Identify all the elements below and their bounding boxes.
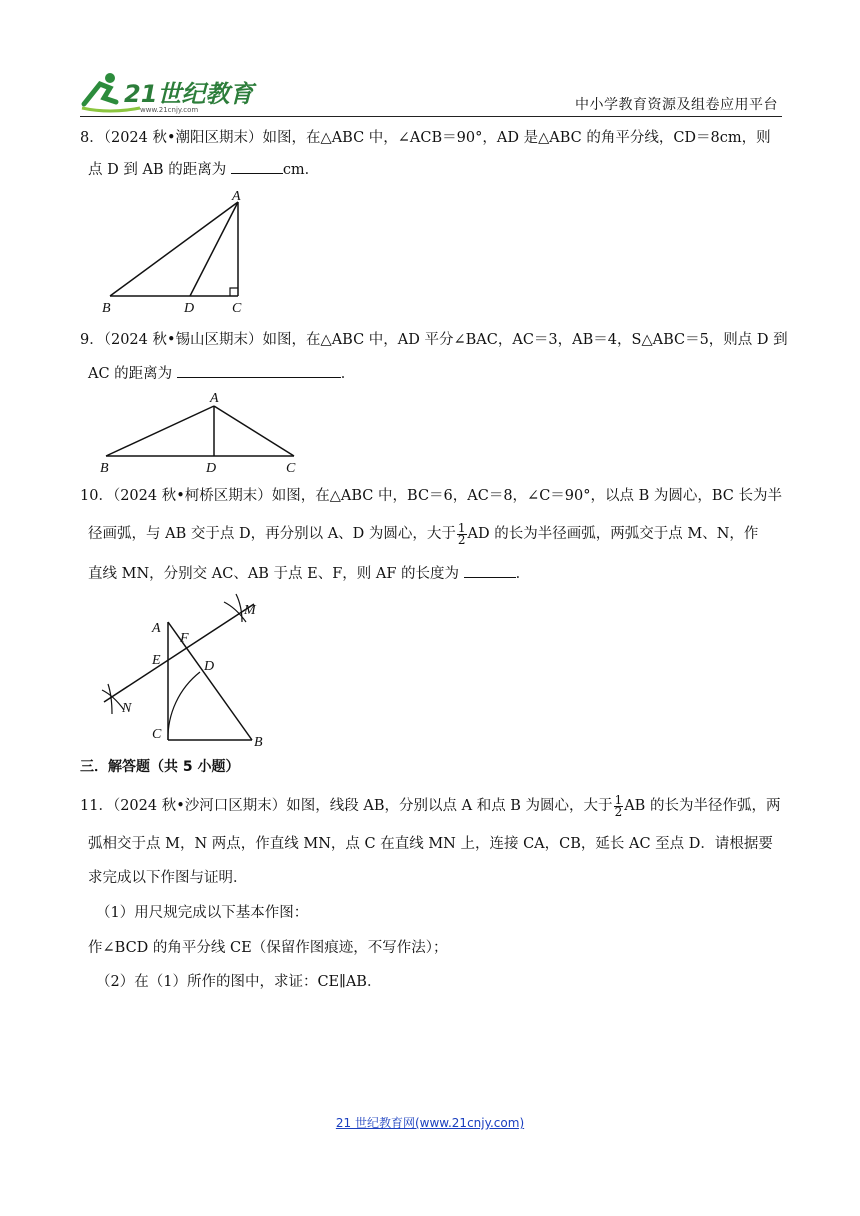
q10-line2-post: AD 的长为半径画弧，两弧交于点 M、N，作 xyxy=(467,526,759,542)
logo-text: 21世纪教育 xyxy=(124,80,254,108)
q8-line2-pre: 点 D 到 AB 的距离为 xyxy=(88,162,231,178)
q10-label-d: D xyxy=(204,659,215,674)
q10-fraction: $\frac{1}{2}$ xyxy=(457,520,466,547)
q10-arc-mark-n1 xyxy=(102,690,124,710)
platform-name: 中小学教育资源及组卷应用平台 xyxy=(575,97,778,113)
q8-line1: 8．（2024 秋•潮阳区期末）如图，在△ABC 中，∠ACB＝90°，AD 是△ABC 的角平分线，CD＝8cm，则 xyxy=(80,130,771,146)
q11-line3: 求完成以下作图与证明． xyxy=(88,870,248,886)
q11-part1b: 作∠BCD 的角平分线 CE（保留作图痕迹，不写作法）； xyxy=(88,940,448,956)
q10-arc-mark-m2 xyxy=(236,594,242,622)
q8-side-ab xyxy=(110,202,238,296)
q9-line2 xyxy=(88,362,355,386)
q9-line2-pre: AC 的距离为 xyxy=(88,366,177,382)
q11-part1: （1）用尺规完成以下基本作图： xyxy=(96,905,309,921)
header-divider xyxy=(80,116,782,117)
q10-line1: 10．（2024 秋•柯桥区期末）如图，在△ABC 中，BC＝6，AC＝8，∠C＝90°，以点 B 为圆心，BC 长为半 xyxy=(80,488,782,504)
q10-figure xyxy=(96,592,276,752)
q11-fraction: $\frac{1}{2}$ xyxy=(614,792,623,819)
q10-label-f: F xyxy=(180,631,189,646)
q10-arc-cd xyxy=(168,672,200,740)
q9-answer-blank[interactable] xyxy=(177,363,341,378)
logo-sub: www.21cnjy.com xyxy=(140,106,199,114)
q11-part2: （2）在（1）所作的图中，求证：CE∥AB． xyxy=(96,974,382,990)
q9-label-b: B xyxy=(100,461,109,476)
q10-label-e: E xyxy=(152,653,161,668)
q10-line3-post: ． xyxy=(515,566,531,582)
q10-label-m: M xyxy=(244,603,256,618)
q10-line3-pre: 直线 MN，分别交 AC、AB 于点 E、F，则 AF 的长度为 xyxy=(88,566,464,582)
q10-line-mn xyxy=(104,604,254,702)
section-heading: 三．解答题（共 5 小题） xyxy=(80,759,240,775)
q8-answer-blank[interactable] xyxy=(231,159,283,174)
q9-side-ab xyxy=(106,406,214,456)
q9-figure xyxy=(98,388,308,476)
footer-link[interactable]: 21 世纪教育网(www.21cnjy.com) xyxy=(335,1116,525,1130)
q9-line1: 9．（2024 秋•锡山区期末）如图，在△ABC 中，AD 平分∠BAC，AC＝3，AB＝4，S△ABC＝5，则点 D 到 xyxy=(80,332,788,348)
q10-line2-pre: 径画弧，与 AB 交于点 D，再分别以 A、D 为圆心，大于 xyxy=(88,526,456,542)
q10-label-c: C xyxy=(152,727,162,742)
q8-right-angle xyxy=(230,288,238,296)
q10-answer-blank[interactable] xyxy=(464,563,516,578)
q11-line2: 弧相交于点 M，N 两点，作直线 MN，点 C 在直线 MN 上，连接 CA，CB，延长 AC 至点 D．请根据要 xyxy=(88,836,773,852)
q10-line3 xyxy=(88,562,530,586)
q10-label-b: B xyxy=(254,735,263,750)
q8-bisector-ad xyxy=(190,202,238,296)
q8-line2-post: cm． xyxy=(282,162,320,178)
q9-label-d: D xyxy=(206,461,217,476)
q8-label-a: A xyxy=(232,190,241,204)
q8-line2 xyxy=(88,158,319,182)
q11-line1-post: AB 的长为半径作弧，两 xyxy=(624,798,781,814)
q10-label-n: N xyxy=(122,701,132,716)
site-logo xyxy=(80,68,260,114)
q8-label-c: C xyxy=(232,301,242,316)
q9-line2-post: ． xyxy=(340,366,356,382)
q9-side-ac xyxy=(214,406,294,456)
q11-line1 xyxy=(80,794,780,818)
q8-figure xyxy=(98,190,258,318)
q9-label-a: A xyxy=(210,391,219,406)
q8-label-b: B xyxy=(102,301,111,316)
q8-label-d: D xyxy=(184,301,195,316)
q10-line2 xyxy=(88,522,758,546)
q10-label-a: A xyxy=(152,621,161,636)
q9-label-c: C xyxy=(286,461,296,476)
q11-line1-pre: 11．（2024 秋•沙河口区期末）如图，线段 AB，分别以点 A 和点 B 为圆心，大于 xyxy=(80,798,613,814)
